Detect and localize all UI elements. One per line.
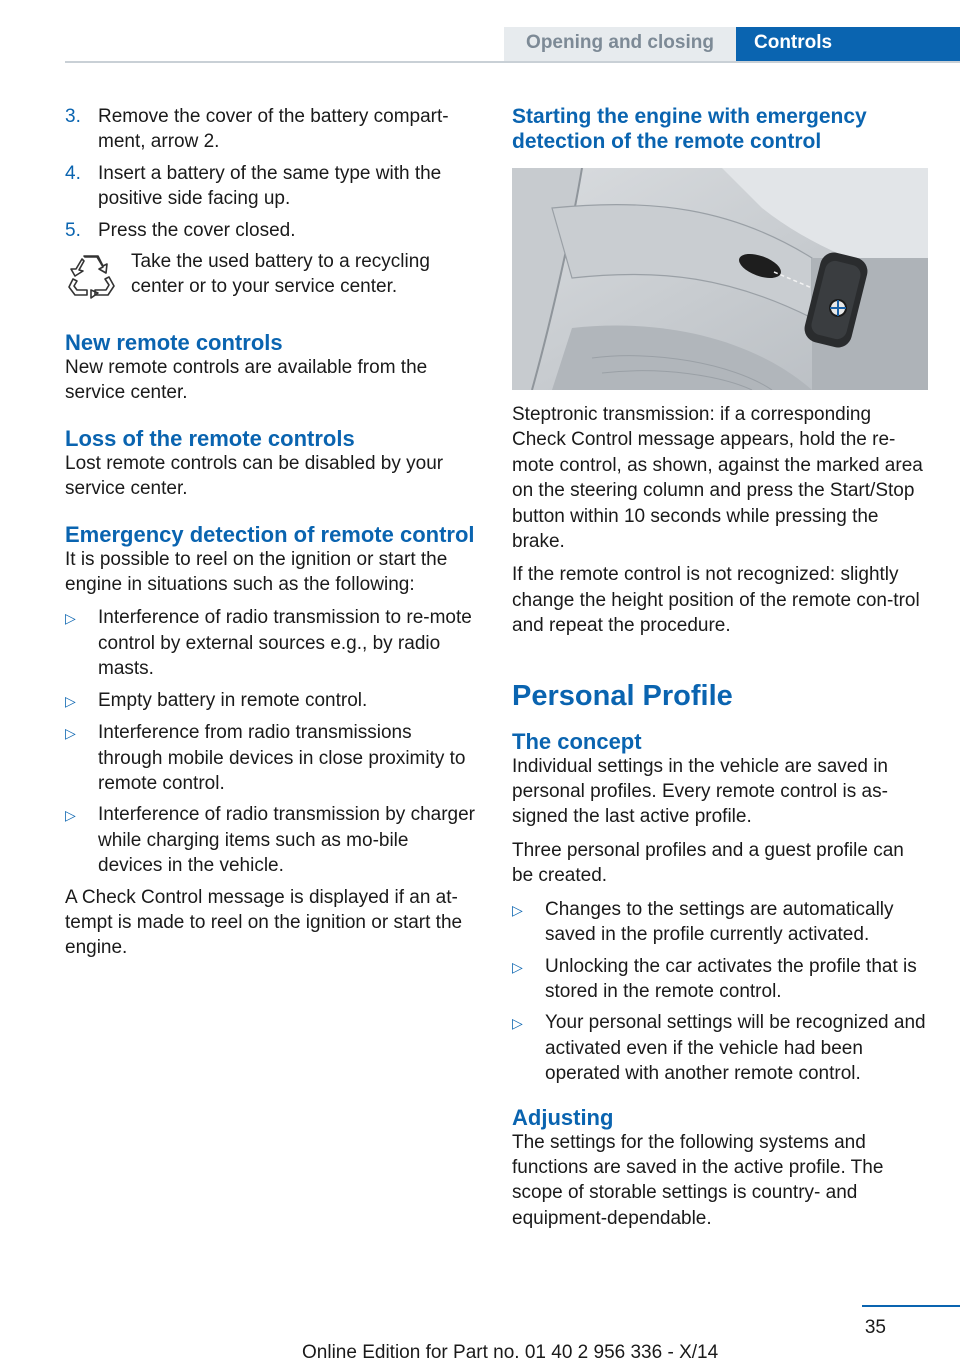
list-item-text: Unlocking the car activates the profile that is stored in the remote control. (545, 955, 917, 1002)
concept-text-2: Three personal profiles and a guest profile can be created. (512, 839, 904, 887)
header-section-tab: Opening and closing (504, 27, 736, 61)
list-item (512, 954, 928, 1005)
bullet-triangle-icon: ▷ (65, 725, 76, 742)
heading-concept: The concept (512, 728, 642, 754)
steering-column-photo (512, 168, 928, 390)
bullet-triangle-icon: ▷ (65, 692, 76, 709)
bullet-triangle-icon: ▷ (512, 958, 523, 975)
step-number: 5. (65, 219, 81, 241)
list-item (512, 1010, 928, 1086)
emergency-outro: A Check Control message is displayed if an at‐tempt is made to reel on the ignition or start the engine. (65, 886, 463, 959)
step-text: Insert a battery of the same type with the positive side facing up. (98, 162, 442, 210)
concept-text-1: Individual settings in the vehicle are saved in personal profiles. Every remote control is as‐signed the last active profile. (512, 755, 889, 828)
header-rule (65, 61, 960, 63)
emergency-intro: It is possible to reel on the ignition or start the engine in situations such as the following: (65, 548, 448, 596)
recycling-note-text: Take the used battery to a recycling center or to your service center. (131, 251, 430, 298)
heading-loss: Loss of the remote controls (65, 425, 355, 451)
list-item-text: Changes to the settings are automatically saved in the profile currently activated. (545, 898, 894, 946)
loss-text: Lost remote controls can be disabled by your service center. (65, 452, 444, 500)
new-remotes-text: New remote controls are available from the service center. (65, 357, 428, 404)
list-item-text: Your personal settings will be recognized and activated even if the vehicle had been operated with another remote control. (545, 1012, 926, 1085)
list-item (512, 897, 928, 948)
bullet-triangle-icon: ▷ (512, 1015, 523, 1032)
footer-rule (862, 1305, 960, 1307)
bullet-triangle-icon: ▷ (65, 807, 76, 824)
step-number: 4. (65, 162, 81, 184)
left-column (65, 104, 477, 969)
step-item (65, 104, 477, 155)
right-column (512, 104, 928, 1239)
footer-edition-text: Online Edition for Part no. 01 40 2 956 336 - X/14 (302, 1342, 719, 1363)
recycling-icon (65, 249, 131, 306)
list-item-text: Interference of radio transmission to re‐mote control by external sources e.g., by radio masts. (98, 607, 472, 680)
list-item (65, 802, 477, 878)
bullet-triangle-icon: ▷ (512, 901, 523, 918)
recycling-note (65, 249, 477, 306)
list-item-text: Empty battery in remote control. (98, 689, 368, 711)
list-item (65, 688, 477, 714)
step-text: Press the cover closed. (98, 219, 296, 241)
step-text: Remove the cover of the battery compart‐ment, arrow 2. (98, 106, 449, 153)
list-item (65, 605, 477, 681)
heading-starting-engine: Starting the engine with emergency detection of the remote control (512, 105, 867, 153)
list-item (65, 720, 477, 796)
starting-para-2: If the remote control is not recognized: slightly change the height position of the remote con‐trol and repeat the procedure. (512, 564, 920, 637)
heading-personal-profile: Personal Profile (512, 679, 733, 712)
bullet-triangle-icon: ▷ (65, 610, 76, 627)
list-item-text: Interference of radio transmission by charger while charging items such as mo‐bile devices in the vehicle. (98, 804, 476, 877)
step-item (65, 218, 477, 243)
heading-new-remotes: New remote controls (65, 330, 283, 356)
step-item (65, 161, 477, 212)
page-number: 35 (864, 1317, 886, 1338)
adjusting-text: The settings for the following systems and functions are saved in the active profile. The scope of storable settings is country- and equipment-dependable. (512, 1131, 884, 1229)
heading-emergency: Emergency detection of remote control (65, 521, 475, 547)
starting-para-1: Steptronic transmission: if a corresponding Check Control message appears, hold the re‐mote control, as shown, against the marked area on the steering column and press the Start/Stop button within 10 seconds while pressing the brake. (512, 404, 923, 553)
list-item-text: Interference from radio transmissions through mobile devices in close proximity to remote control. (98, 722, 466, 794)
heading-adjusting: Adjusting (512, 1104, 614, 1130)
header-chapter-tab: Controls (736, 27, 960, 63)
step-number: 3. (65, 106, 81, 127)
